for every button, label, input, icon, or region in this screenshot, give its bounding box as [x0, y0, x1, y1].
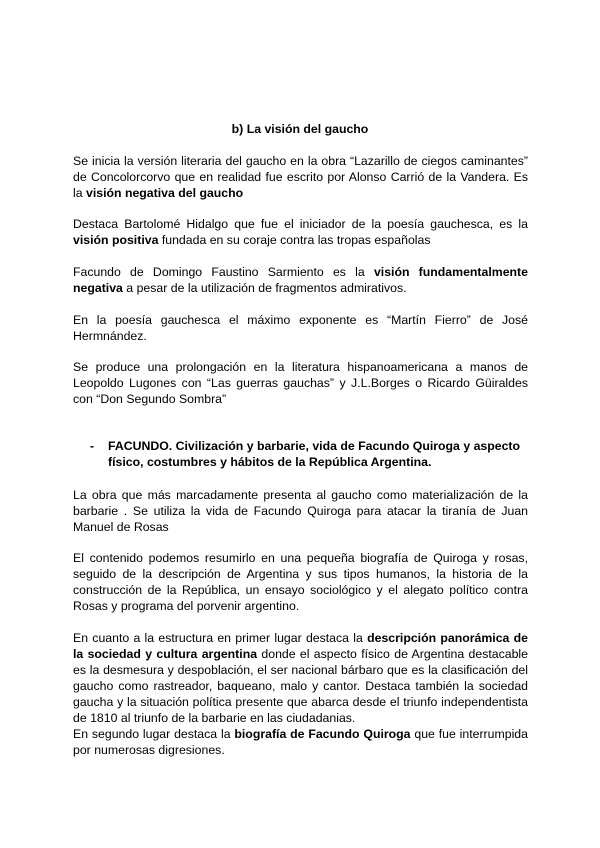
paragraph-biografia: [73, 726, 528, 758]
paragraph-text: a pesar de la utilización de fragmentos admirativos.: [122, 281, 407, 295]
bold-phrase: biografía de Facundo Quiroga: [234, 727, 411, 741]
paragraph-text: En cuanto a la estructura en primer lugar destaca la: [73, 631, 368, 645]
section-heading: b) La visión del gaucho: [231, 122, 369, 136]
paragraph-text: En segundo lugar destaca la: [73, 727, 235, 741]
paragraph-obra: La obra que más marcadamente presenta al gaucho como materialización de la barbarie . Se utiliza la vida de Facundo Quiroga para atacar la tiranía de Juan Manuel de Rosas: [73, 488, 528, 534]
paragraph-text: fundada en su coraje contra las tropas españolas: [158, 233, 431, 247]
paragraph-sarmiento: [73, 264, 528, 296]
paragraph-prolongacion: Se produce una prolongación en la literatura hispanoamericana a manos de Leopoldo Lugones con “Las guerras gauchas” y J.L.Borges o Ricardo Güiraldes con “Don Segundo Sombra”: [73, 360, 528, 406]
paragraph-text: Destaca Bartolomé Hidalgo que fue el iniciador de la poesía gauchesca, es la: [73, 217, 528, 231]
bold-phrase: visión negativa del gaucho: [86, 186, 244, 200]
paragraph-estructura: [73, 630, 528, 726]
paragraph-text: donde el aspecto físico de Argentina destacable es la desmesura y despoblación, el ser nacional bárbaro que es la clasificación del gaucho como rastreador, baqueano, malo y cantor. Destaca también la sociedad gaucha y la situación política presente que abarca desde el triunfo independentista de 1810 al triunfo de la barbarie en las ciudadanias.: [73, 647, 528, 725]
paragraph-text: Facundo de Domingo Faustino Sarmiento es la: [73, 265, 374, 279]
paragraph-lazarillo: [73, 153, 528, 201]
bold-phrase: visión positiva: [73, 233, 159, 247]
paragraph-hidalgo: [73, 216, 528, 248]
bold-phrase: visión fundamentalmente negativa: [73, 265, 528, 295]
paragraph-text: que fue interrumpida por numerosas digresiones.: [73, 727, 528, 757]
bullet-dash: -: [90, 439, 95, 453]
bullet-text: FACUNDO. Civilización y barbarie, vida de Facundo Quiroga y aspecto físico, costumbres y hábitos de la República Argentina.: [108, 439, 521, 469]
paragraph-martin-fierro: En la poesía gauchesca el máximo exponente es “Martín Fierro” de José Hermnández.: [73, 313, 528, 343]
paragraph-contenido: El contenido podemos resumirlo en una pequeña biografía de Quiroga y rosas, seguido de la descripción de Argentina y sus tipos humanos, la historia de la construcción de la República, un ensayo sociológico y el alegato político contra Rosas y programa del porvenir argentino.: [73, 551, 528, 613]
bold-phrase: descripción panorámica de la sociedad y cultura argentina: [73, 631, 528, 661]
paragraph-text: Se inicia la versión literaria del gaucho en la obra “Lazarillo de ciegos caminantes” de Concolorcorvo que en realidad fue escrito por Alonso Carrió de la Vandera. Es la: [73, 154, 528, 200]
